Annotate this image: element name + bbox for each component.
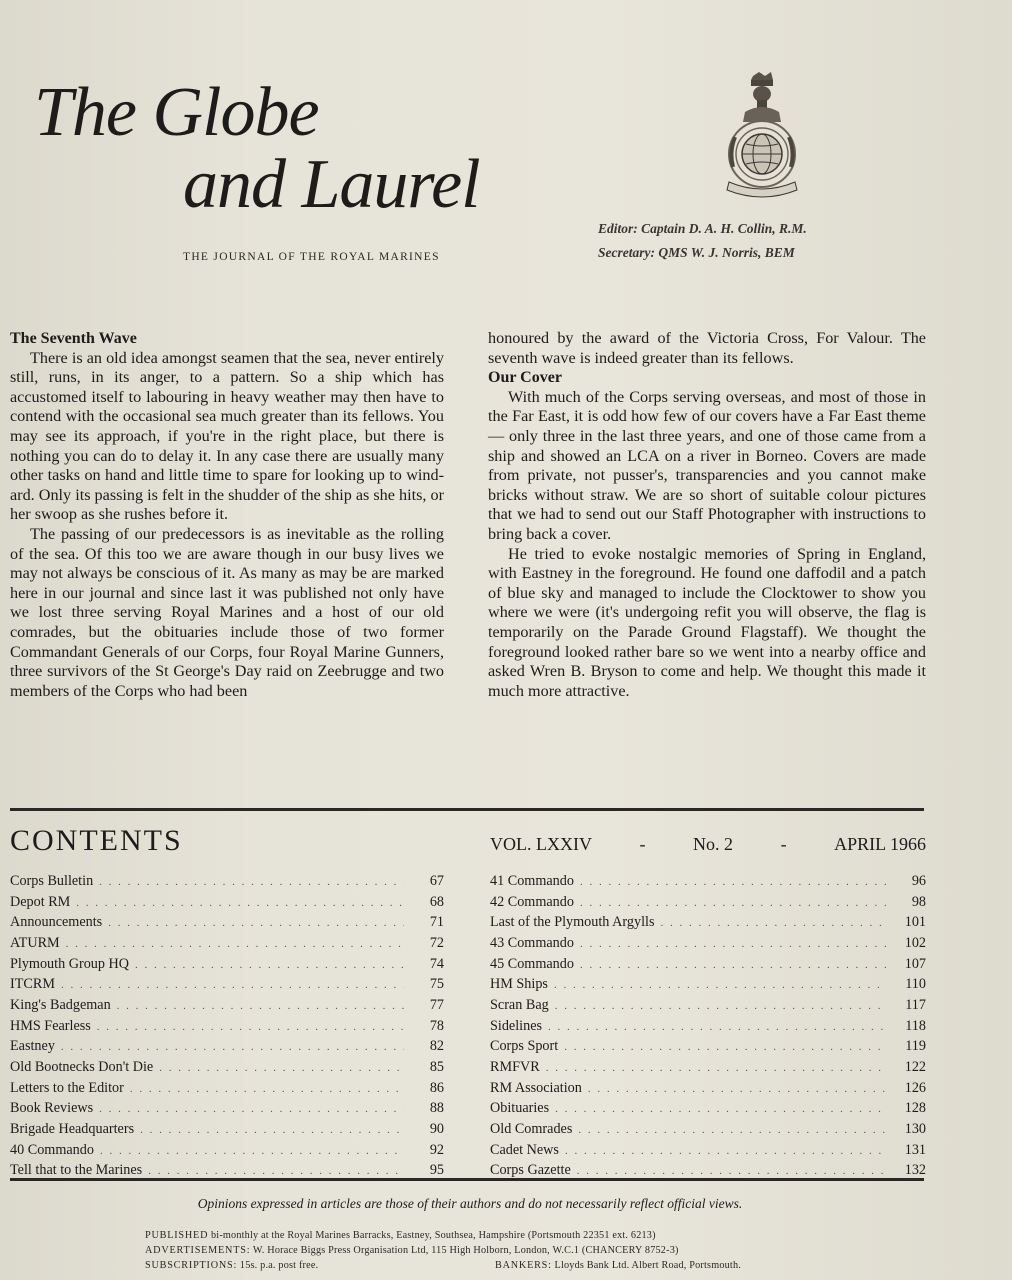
contents-entry-page: 96	[911, 873, 926, 889]
published-line	[145, 1230, 656, 1241]
contents-entry-page: 82	[429, 1038, 444, 1055]
contents-entry-page: 92	[429, 1141, 444, 1158]
contents-entry-page: 71	[429, 914, 444, 931]
contents-entry-leader	[99, 873, 404, 893]
issue-number: No. 2	[693, 834, 734, 854]
contents-entry-title: Depot RM	[10, 893, 71, 910]
contents-entry	[490, 975, 926, 996]
seventh-wave-heading: The Seventh Wave	[10, 330, 137, 347]
masthead-title-line2: and Laurel	[183, 146, 480, 223]
contents-entry-leader	[99, 1100, 404, 1120]
contents-list-left	[10, 872, 444, 1182]
contents-entry-page: 95	[429, 1162, 444, 1179]
contents-entry-title: Scran Bag	[490, 996, 549, 1013]
contents-entry-page: 132	[904, 1162, 926, 1179]
advertisements-label: ADVERTISEMENTS:	[145, 1245, 251, 1256]
contents-entry-title: Sidelines	[490, 1017, 543, 1034]
contents-entry-leader	[555, 1100, 886, 1120]
contents-entry-leader	[578, 1121, 886, 1141]
contents-entry-title: HMS Fearless	[10, 1017, 91, 1034]
seventh-wave-paragraph-2: The passing of our predecessors is as inevitable as the rolling of the sea. Of this too we are aware though in our busy lives we may not always be conscious of it. As many as may be are marked here in our journal and since last it was published not only have we lost three serving Royal Marines and a host of our old comrades, but the obituaries include those of two former Commandant Generals of our Corps, four Royal Marine Gunners, three survivors of the St George's Day raid on Zeebrugge and two members of the Corps who had been	[10, 524, 444, 700]
contents-entry	[490, 1058, 926, 1079]
contents-entry-leader	[580, 935, 886, 955]
article-column-left	[10, 329, 444, 701]
our-cover-heading: Our Cover	[488, 369, 562, 387]
contents-entry-leader	[555, 997, 886, 1017]
contents-entry-leader	[97, 1018, 404, 1038]
subscriptions-label: SUBSCRIPTIONS:	[145, 1260, 238, 1271]
contents-entry-page: 72	[429, 934, 444, 951]
contents-entry-leader	[100, 1142, 404, 1162]
subscriptions-line	[145, 1260, 318, 1271]
contents-entry-title: 42 Commando	[490, 893, 574, 910]
contents-entry	[10, 996, 444, 1017]
section-divider-bottom	[10, 1178, 924, 1181]
contents-entry	[490, 1017, 926, 1038]
volume-number: VOL. LXXIV	[490, 834, 592, 854]
subscriptions-text: 15s. p.a. post free.	[239, 1260, 319, 1271]
contents-entry-page: 88	[429, 1100, 444, 1117]
contents-entry-page: 131	[904, 1141, 926, 1158]
contents-entry-title: HM Ships	[490, 976, 548, 993]
contents-entry-leader	[117, 997, 404, 1017]
contents-entry	[490, 1079, 926, 1100]
contents-entry-leader	[135, 956, 404, 976]
contents-entry-page: 118	[905, 1017, 926, 1034]
contents-entry-title: Eastney	[10, 1038, 55, 1055]
contents-entry-leader	[554, 976, 886, 996]
contents-entry-page: 119	[905, 1038, 926, 1055]
our-cover-paragraph-1: With much of the Corps serving overseas, and most of those in the Far East, it is odd how few of our covers have a Far East theme — only three in the last three years, and one of those came from a ship and showed an LCA on a river in Borneo. Covers are made from private, not pusser's, transparencies and you cannot make bricks without straw. We are so short of suitable colour pictures that we had to send out our Staff Photographer with instructions to bring back a cover.	[488, 387, 926, 543]
contents-entry	[490, 934, 926, 955]
contents-entry-page: 130	[904, 1120, 926, 1137]
contents-entry-page: 67	[429, 873, 444, 889]
royal-marines-crest-icon	[715, 72, 810, 202]
contents-entry	[490, 1141, 926, 1162]
contents-entry-title: Book Reviews	[10, 1100, 94, 1117]
contents-entry	[490, 913, 926, 934]
contents-entry-leader	[580, 956, 886, 976]
section-divider-top	[10, 808, 924, 811]
contents-entry-title: ATURM	[10, 934, 60, 951]
disclaimer: Opinions expressed in articles are those of their authors and do not necessarily reflect official views.	[197, 1196, 743, 1211]
contents-entry-page: 68	[429, 893, 444, 910]
contents-entry-leader	[61, 976, 404, 996]
advertisements-line	[145, 1245, 679, 1256]
contents-entry-leader	[130, 1080, 404, 1100]
contents-entry	[10, 955, 444, 976]
contents-entry	[10, 934, 444, 955]
advertisements-text: W. Horace Biggs Press Organisation Ltd, 115 High Holborn, London, W.C.1 (CHANCERY 8752-3)	[252, 1245, 679, 1256]
masthead-title-line1: The Globe	[34, 74, 319, 151]
contents-entry-title: 43 Commando	[490, 934, 574, 951]
contents-entry-title: King's Badgeman	[10, 996, 111, 1013]
contents-entry-title: Last of the Plymouth Argylls	[490, 914, 655, 931]
contents-list-right	[490, 872, 926, 1182]
masthead-subtitle: THE JOURNAL OF THE ROYAL MARINES	[183, 251, 440, 263]
bankers-line	[495, 1260, 741, 1271]
contents-entry	[490, 1099, 926, 1120]
contents-entry-title: RM Association	[490, 1079, 582, 1096]
contents-entry	[10, 975, 444, 996]
contents-entry-leader	[140, 1121, 404, 1141]
issue-separator-2: -	[780, 834, 787, 854]
contents-entry-title: 40 Commando	[10, 1141, 94, 1158]
contents-entry-title: Obituaries	[490, 1100, 550, 1117]
contents-entry	[10, 872, 444, 893]
contents-entry-title: Corps Bulletin	[10, 873, 94, 889]
contents-entry-title: Corps Gazette	[490, 1162, 571, 1179]
contents-entry	[490, 1037, 926, 1058]
contents-entry-title: Brigade Headquarters	[10, 1120, 135, 1137]
secretary-credit: Secretary: QMS W. J. Norris, BEM	[598, 245, 795, 260]
contents-entry	[10, 1120, 444, 1141]
issue-info	[490, 834, 926, 855]
our-cover-paragraph-2: He tried to evoke nostalgic memories of Spring in England, with Eastney in the foreground. He found one daffodil and a patch of blue sky and managed to include the Clocktower to show you where we were (it's undergoing refit you will observe, the flag is temporarily on the Parade Ground Flagstaff). We thought the foreground looked rather bare so we went into a nearby office and asked Wren B. Bryson to come and help. We thought this made it much more attractive.	[488, 544, 926, 700]
contents-entry-leader	[588, 1080, 886, 1100]
contents-entry-leader	[548, 1018, 886, 1038]
contents-entry-page: 98	[911, 893, 926, 910]
contents-entry-leader	[66, 935, 404, 955]
contents-entry-leader	[580, 894, 886, 914]
contents-entry-page: 101	[904, 914, 926, 931]
contents-entry-title: Corps Sport	[490, 1038, 559, 1055]
contents-entry	[10, 1058, 444, 1079]
contents-entry-leader	[660, 914, 886, 934]
contents-entry	[10, 913, 444, 934]
contents-entry	[490, 955, 926, 976]
contents-entry-page: 74	[429, 955, 444, 972]
contents-entry-page: 126	[904, 1079, 926, 1096]
contents-entry-leader	[565, 1142, 886, 1162]
contents-entry-page: 128	[904, 1100, 926, 1117]
contents-entry-title: 41 Commando	[490, 873, 574, 889]
contents-entry	[10, 1037, 444, 1058]
contents-entry-page: 78	[429, 1017, 444, 1034]
seventh-wave-paragraph-1: There is an old idea amongst seamen that the sea, never entirely still, runs, in its anger, to a pattern. So a ship which has accustomed itself to labouring in heavy weather may then have to contend with the occasional sea much greater than its fellows. You may see its approach, if you're in the right place, but there is nothing you can do to delay it. In any case there are usually many other tasks on hand and little time to spare for looking up to wind-ard. Only its passing is felt in the shudder of the ship as she hits, or her swoop as she rushes before it.	[10, 348, 444, 524]
article-column-right	[488, 329, 926, 701]
contents-entry	[10, 893, 444, 914]
contents-entry-page: 86	[429, 1079, 444, 1096]
contents-entry	[490, 893, 926, 914]
contents-entry	[490, 996, 926, 1017]
issue-date: APRIL 1966	[834, 834, 926, 854]
contents-entry	[10, 1141, 444, 1162]
contents-entry-page: 85	[429, 1058, 444, 1075]
contents-entry-title: Cadet News	[490, 1141, 559, 1158]
contents-entry	[10, 1099, 444, 1120]
contents-entry-page: 107	[904, 955, 926, 972]
seventh-wave-paragraph-3: honoured by the award of the Victoria Cross, For Valour. The seventh wave is indeed greater than its fellows.	[488, 329, 926, 367]
contents-entry-page: 122	[904, 1058, 926, 1075]
published-label: PUBLISHED	[145, 1230, 209, 1241]
published-text: bi-monthly at the Royal Marines Barracks, Eastney, Southsea, Hampshire (Portsmouth 22351 ext. 6213)	[211, 1230, 656, 1241]
contents-entry-leader	[108, 914, 404, 934]
bankers-label: BANKERS:	[495, 1260, 552, 1271]
issue-separator-1: -	[639, 834, 646, 854]
contents-entry-title: Plymouth Group HQ	[10, 955, 130, 972]
contents-entry-page: 77	[429, 996, 444, 1013]
contents-entry-page: 110	[905, 976, 926, 993]
contents-entry-title: Announcements	[10, 914, 103, 931]
contents-entry-title: 45 Commando	[490, 955, 574, 972]
contents-entry-title: Letters to the Editor	[10, 1079, 124, 1096]
contents-entry-title: Old Bootnecks Don't Die	[10, 1058, 154, 1075]
editor-credit: Editor: Captain D. A. H. Collin, R.M.	[598, 221, 807, 236]
contents-entry	[490, 872, 926, 893]
contents-entry-leader	[564, 1038, 886, 1058]
contents-entry-title: Tell that to the Marines	[10, 1162, 143, 1179]
contents-entry-leader	[61, 1038, 404, 1058]
contents-entry-leader	[76, 894, 404, 914]
contents-entry-title: Old Comrades	[490, 1120, 573, 1137]
contents-entry-leader	[580, 873, 886, 893]
contents-entry-page: 75	[429, 976, 444, 993]
bankers-text: Lloyds Bank Ltd. Albert Road, Portsmouth.	[554, 1260, 742, 1271]
contents-entry-page: 117	[905, 996, 926, 1013]
contents-title: CONTENTS	[10, 824, 183, 857]
contents-entry-title: ITCRM	[10, 976, 55, 993]
contents-entry-leader	[546, 1059, 886, 1079]
contents-entry-title: RMFVR	[490, 1058, 540, 1075]
contents-entry-page: 90	[429, 1120, 444, 1137]
contents-entry	[490, 1120, 926, 1141]
contents-entry	[10, 1079, 444, 1100]
contents-entry-page: 102	[904, 934, 926, 951]
contents-entry-leader	[159, 1059, 404, 1079]
contents-entry	[10, 1017, 444, 1038]
